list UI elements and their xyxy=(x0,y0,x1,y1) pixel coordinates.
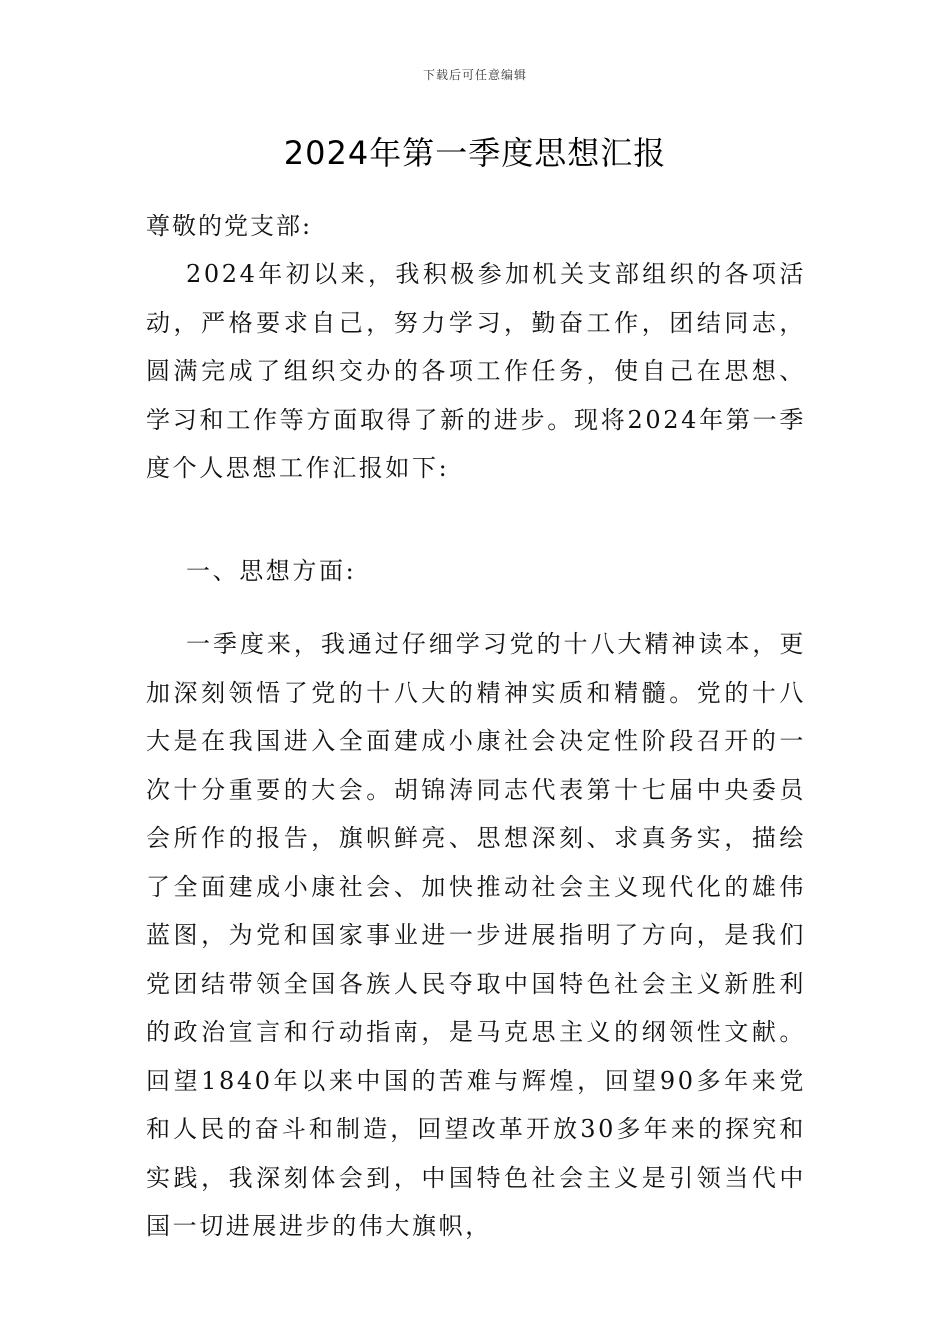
header-note: 下载后可任意编辑 xyxy=(422,68,527,82)
section-heading-thought: 一、思想方面: xyxy=(186,557,357,585)
document-title: 2024年第一季度思想汇报 xyxy=(283,134,667,172)
paragraph-thought: 一季度来，我通过仔细学习党的十八大精神读本，更加深刻领悟了党的十八大的精神实质和精髓。党的十八大是在我国进入全面建成小康社会决定性阶段召开的一次十分重要的大会。胡锦涛同志代表第十七届中央委员会所作的报告，旗帜鲜亮、思想深刻、求真务实，描绘了全面建成小康社会、加快推动社会主义现代化的雄伟蓝图，为党和国家事业进一步进展指明了方向，是我们党团结带领全国各族人民夺取中国特色社会主义新胜利的政治宣言和行动指南，是马克思主义的纲领性文献。回望1840年以来中国的苦难与辉煌，回望90多年来党和人民的奋斗和制造，回望改革开放30多年来的探究和实践，我深刻体会到，中国特色社会主义是引领当代中国一切进展进步的伟大旗帜， xyxy=(146,630,806,1240)
salutation: 尊敬的党支部: xyxy=(146,212,313,240)
paragraph-intro: 2024年初以来，我积极参加机关支部组织的各项活动，严格要求自己，努力学习，勤奋工作，团结同志，圆满完成了组织交办的各项工作任务，使自己在思想、学习和工作等方面取得了新的进步。现将2024年第一季度个人思想工作汇报如下: xyxy=(146,260,806,482)
